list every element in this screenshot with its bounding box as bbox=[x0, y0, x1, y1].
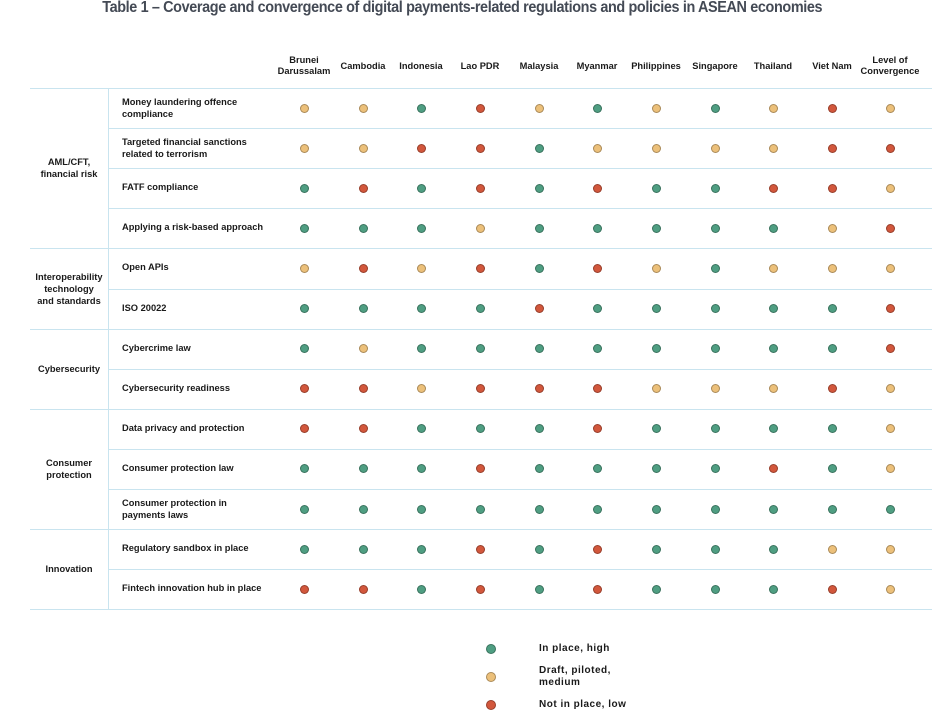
row-label-line: Data privacy and protection bbox=[122, 423, 245, 433]
table-title: Table 1 – Coverage and convergence of digital payments-related regulations and policies in ASEAN economies bbox=[102, 0, 823, 16]
status-dot bbox=[417, 104, 426, 113]
status-dot bbox=[417, 184, 426, 193]
status-dot bbox=[769, 304, 778, 313]
column-header-line: Lao PDR bbox=[460, 61, 500, 71]
row-label bbox=[122, 462, 287, 474]
status-dot bbox=[886, 184, 895, 193]
row-divider bbox=[30, 248, 932, 249]
status-dot bbox=[593, 224, 602, 233]
status-dot bbox=[711, 104, 720, 113]
status-dot bbox=[593, 104, 602, 113]
row-label bbox=[122, 497, 287, 521]
row-label-line: FATF compliance bbox=[122, 182, 199, 192]
status-dot bbox=[652, 424, 661, 433]
status-dot bbox=[476, 184, 485, 193]
status-dot bbox=[535, 224, 544, 233]
category-label-line: technology bbox=[44, 284, 94, 294]
status-dot bbox=[359, 545, 368, 554]
category-label-line: Cybersecurity bbox=[37, 364, 100, 374]
row-label-line: Cybercrime law bbox=[122, 343, 191, 353]
status-dot bbox=[359, 224, 368, 233]
status-dot bbox=[652, 585, 661, 594]
status-dot bbox=[828, 384, 837, 393]
status-dot bbox=[417, 545, 426, 554]
status-dot bbox=[593, 184, 602, 193]
status-dot bbox=[769, 384, 778, 393]
status-dot bbox=[769, 144, 778, 153]
category-label bbox=[30, 156, 108, 180]
legend-label-line: Not in place, low bbox=[539, 699, 627, 710]
category-label-line: Consumer bbox=[46, 458, 92, 468]
status-dot bbox=[769, 104, 778, 113]
legend-label bbox=[539, 665, 611, 689]
status-dot bbox=[359, 384, 368, 393]
status-dot bbox=[828, 464, 837, 473]
status-dot bbox=[652, 264, 661, 273]
status-dot bbox=[476, 585, 485, 594]
status-dot bbox=[417, 424, 426, 433]
status-dot bbox=[417, 585, 426, 594]
status-dot bbox=[300, 545, 309, 554]
status-dot bbox=[535, 585, 544, 594]
status-dot bbox=[593, 585, 602, 594]
category-label bbox=[30, 271, 108, 307]
row-label-line: Consumer protection law bbox=[122, 463, 234, 473]
row-divider bbox=[30, 88, 932, 89]
row-divider bbox=[108, 128, 932, 129]
column-header-line: Brunei bbox=[289, 55, 319, 65]
status-dot bbox=[886, 144, 895, 153]
status-dot bbox=[417, 384, 426, 393]
status-dot bbox=[300, 264, 309, 273]
status-dot bbox=[828, 505, 837, 514]
row-label bbox=[122, 582, 287, 594]
status-dot bbox=[769, 545, 778, 554]
status-dot bbox=[828, 585, 837, 594]
status-dot bbox=[711, 585, 720, 594]
status-dot bbox=[711, 264, 720, 273]
column-header-line: Darussalam bbox=[277, 66, 331, 76]
row-label bbox=[122, 221, 287, 233]
status-dot bbox=[535, 384, 544, 393]
status-dot bbox=[476, 464, 485, 473]
status-dot bbox=[886, 344, 895, 353]
status-dot bbox=[769, 264, 778, 273]
status-dot bbox=[886, 264, 895, 273]
status-dot bbox=[300, 464, 309, 473]
status-dot bbox=[886, 545, 895, 554]
status-dot bbox=[828, 144, 837, 153]
status-dot bbox=[535, 104, 544, 113]
status-dot bbox=[886, 464, 895, 473]
status-dot bbox=[300, 144, 309, 153]
status-dot bbox=[593, 424, 602, 433]
category-label-line: Interoperability bbox=[35, 272, 103, 282]
row-divider bbox=[30, 329, 932, 330]
status-dot bbox=[886, 384, 895, 393]
row-label bbox=[122, 382, 287, 394]
category-label-line: AML/CFT, bbox=[47, 157, 91, 167]
status-dot bbox=[593, 344, 602, 353]
status-dot bbox=[535, 464, 544, 473]
row-label bbox=[122, 261, 287, 273]
status-dot bbox=[886, 424, 895, 433]
status-dot bbox=[359, 184, 368, 193]
status-dot bbox=[593, 464, 602, 473]
status-dot bbox=[886, 505, 895, 514]
status-dot bbox=[711, 384, 720, 393]
status-dot bbox=[828, 344, 837, 353]
status-dot bbox=[711, 224, 720, 233]
status-dot bbox=[535, 545, 544, 554]
status-dot bbox=[535, 505, 544, 514]
row-label-line: compliance bbox=[122, 109, 174, 119]
category-label-line: Innovation bbox=[45, 564, 93, 574]
row-label-line: related to terrorism bbox=[122, 149, 208, 159]
column-header-line: Singapore bbox=[692, 61, 738, 71]
status-dot bbox=[476, 104, 485, 113]
row-divider bbox=[108, 208, 932, 209]
status-dot bbox=[417, 505, 426, 514]
status-dot bbox=[769, 505, 778, 514]
row-divider bbox=[108, 289, 932, 290]
row-label bbox=[122, 542, 287, 554]
row-divider bbox=[30, 529, 932, 530]
category-label-line: financial risk bbox=[40, 169, 98, 179]
status-dot bbox=[359, 104, 368, 113]
status-dot bbox=[476, 224, 485, 233]
status-dot bbox=[593, 384, 602, 393]
row-label bbox=[122, 302, 287, 314]
status-dot bbox=[652, 104, 661, 113]
status-dot bbox=[593, 505, 602, 514]
status-dot bbox=[828, 104, 837, 113]
row-label-line: Money laundering offence bbox=[122, 97, 238, 107]
column-header-line: Indonesia bbox=[399, 61, 443, 71]
category-divider bbox=[108, 88, 109, 609]
status-dot bbox=[359, 344, 368, 353]
status-dot bbox=[828, 424, 837, 433]
status-dot bbox=[886, 304, 895, 313]
legend-label-line: Draft, piloted, bbox=[539, 665, 611, 676]
status-dot bbox=[300, 585, 309, 594]
status-dot bbox=[769, 424, 778, 433]
status-dot bbox=[300, 184, 309, 193]
status-dot bbox=[417, 144, 426, 153]
status-dot bbox=[711, 464, 720, 473]
status-dot bbox=[593, 144, 602, 153]
status-dot bbox=[711, 344, 720, 353]
status-dot bbox=[652, 505, 661, 514]
status-dot bbox=[476, 424, 485, 433]
status-dot bbox=[476, 264, 485, 273]
category-label bbox=[30, 363, 108, 375]
category-label-line: protection bbox=[46, 470, 92, 480]
status-dot bbox=[769, 344, 778, 353]
status-dot bbox=[535, 424, 544, 433]
status-dot bbox=[359, 585, 368, 594]
status-dot bbox=[652, 184, 661, 193]
category-label-line: and standards bbox=[37, 296, 101, 306]
legend-dot-high bbox=[486, 644, 496, 654]
legend-dot-medium bbox=[486, 672, 496, 682]
status-dot bbox=[476, 144, 485, 153]
status-dot bbox=[300, 505, 309, 514]
row-label-line: Consumer protection in bbox=[122, 498, 227, 508]
status-dot bbox=[359, 304, 368, 313]
column-header-line: Viet Nam bbox=[812, 61, 852, 71]
row-label-line: ISO 20022 bbox=[122, 303, 167, 313]
status-dot bbox=[535, 264, 544, 273]
row-label-line: Open APIs bbox=[122, 262, 169, 272]
row-divider bbox=[108, 489, 932, 490]
status-dot bbox=[359, 144, 368, 153]
status-dot bbox=[359, 264, 368, 273]
row-divider bbox=[30, 609, 932, 610]
legend-label-line: medium bbox=[539, 677, 581, 688]
row-divider bbox=[108, 569, 932, 570]
legend-dot-low bbox=[486, 700, 496, 710]
legend-label bbox=[539, 699, 626, 711]
category-label bbox=[30, 457, 108, 481]
status-dot bbox=[476, 304, 485, 313]
status-dot bbox=[476, 384, 485, 393]
status-dot bbox=[417, 304, 426, 313]
status-dot bbox=[359, 424, 368, 433]
status-dot bbox=[769, 184, 778, 193]
status-dot bbox=[652, 545, 661, 554]
status-dot bbox=[593, 264, 602, 273]
status-dot bbox=[828, 224, 837, 233]
column-header bbox=[850, 55, 930, 77]
status-dot bbox=[476, 505, 485, 514]
category-label bbox=[30, 563, 108, 575]
row-label bbox=[122, 422, 287, 434]
status-dot bbox=[711, 144, 720, 153]
status-dot bbox=[417, 224, 426, 233]
status-dot bbox=[652, 304, 661, 313]
status-dot bbox=[300, 224, 309, 233]
status-dot bbox=[417, 344, 426, 353]
status-dot bbox=[300, 424, 309, 433]
status-dot bbox=[359, 505, 368, 514]
status-dot bbox=[828, 184, 837, 193]
column-header-line: Thailand bbox=[753, 61, 793, 71]
status-dot bbox=[711, 184, 720, 193]
status-dot bbox=[886, 224, 895, 233]
row-divider bbox=[108, 449, 932, 450]
status-dot bbox=[886, 104, 895, 113]
status-dot bbox=[300, 304, 309, 313]
status-dot bbox=[535, 304, 544, 313]
column-header-line: Convergence bbox=[860, 66, 920, 76]
column-header-line: Myanmar bbox=[576, 61, 618, 71]
legend-label-line: In place, high bbox=[539, 643, 610, 654]
status-dot bbox=[300, 384, 309, 393]
status-dot bbox=[886, 585, 895, 594]
status-dot bbox=[652, 224, 661, 233]
status-dot bbox=[593, 304, 602, 313]
row-label bbox=[122, 136, 287, 160]
column-header-line: Philippines bbox=[631, 61, 681, 71]
status-dot bbox=[417, 264, 426, 273]
row-label bbox=[122, 181, 287, 193]
status-dot bbox=[652, 144, 661, 153]
status-dot bbox=[711, 424, 720, 433]
row-label-line: Regulatory sandbox in place bbox=[122, 543, 249, 553]
status-dot bbox=[711, 545, 720, 554]
status-dot bbox=[535, 144, 544, 153]
status-dot bbox=[300, 344, 309, 353]
status-dot bbox=[769, 224, 778, 233]
row-label bbox=[122, 342, 287, 354]
status-dot bbox=[535, 184, 544, 193]
status-dot bbox=[652, 384, 661, 393]
status-dot bbox=[476, 545, 485, 554]
row-divider bbox=[108, 369, 932, 370]
status-dot bbox=[711, 304, 720, 313]
status-dot bbox=[359, 464, 368, 473]
row-label bbox=[122, 96, 287, 120]
status-dot bbox=[652, 344, 661, 353]
row-label-line: Targeted financial sanctions bbox=[122, 137, 247, 147]
status-dot bbox=[769, 464, 778, 473]
column-header-line: Malaysia bbox=[519, 61, 559, 71]
status-dot bbox=[476, 344, 485, 353]
column-header-line: Level of bbox=[872, 55, 908, 65]
status-dot bbox=[535, 344, 544, 353]
status-dot bbox=[828, 264, 837, 273]
status-dot bbox=[417, 464, 426, 473]
status-dot bbox=[711, 505, 720, 514]
row-label-line: Cybersecurity readiness bbox=[122, 383, 231, 393]
status-dot bbox=[828, 545, 837, 554]
status-dot bbox=[652, 464, 661, 473]
row-label-line: payments laws bbox=[122, 510, 189, 520]
row-divider bbox=[30, 409, 932, 410]
row-label-line: Applying a risk-based approach bbox=[122, 222, 264, 232]
status-dot bbox=[593, 545, 602, 554]
column-header-line: Cambodia bbox=[340, 61, 386, 71]
status-dot bbox=[300, 104, 309, 113]
status-dot bbox=[769, 585, 778, 594]
legend-label bbox=[539, 643, 610, 655]
status-dot bbox=[828, 304, 837, 313]
row-divider bbox=[108, 168, 932, 169]
row-label-line: Fintech innovation hub in place bbox=[122, 583, 262, 593]
